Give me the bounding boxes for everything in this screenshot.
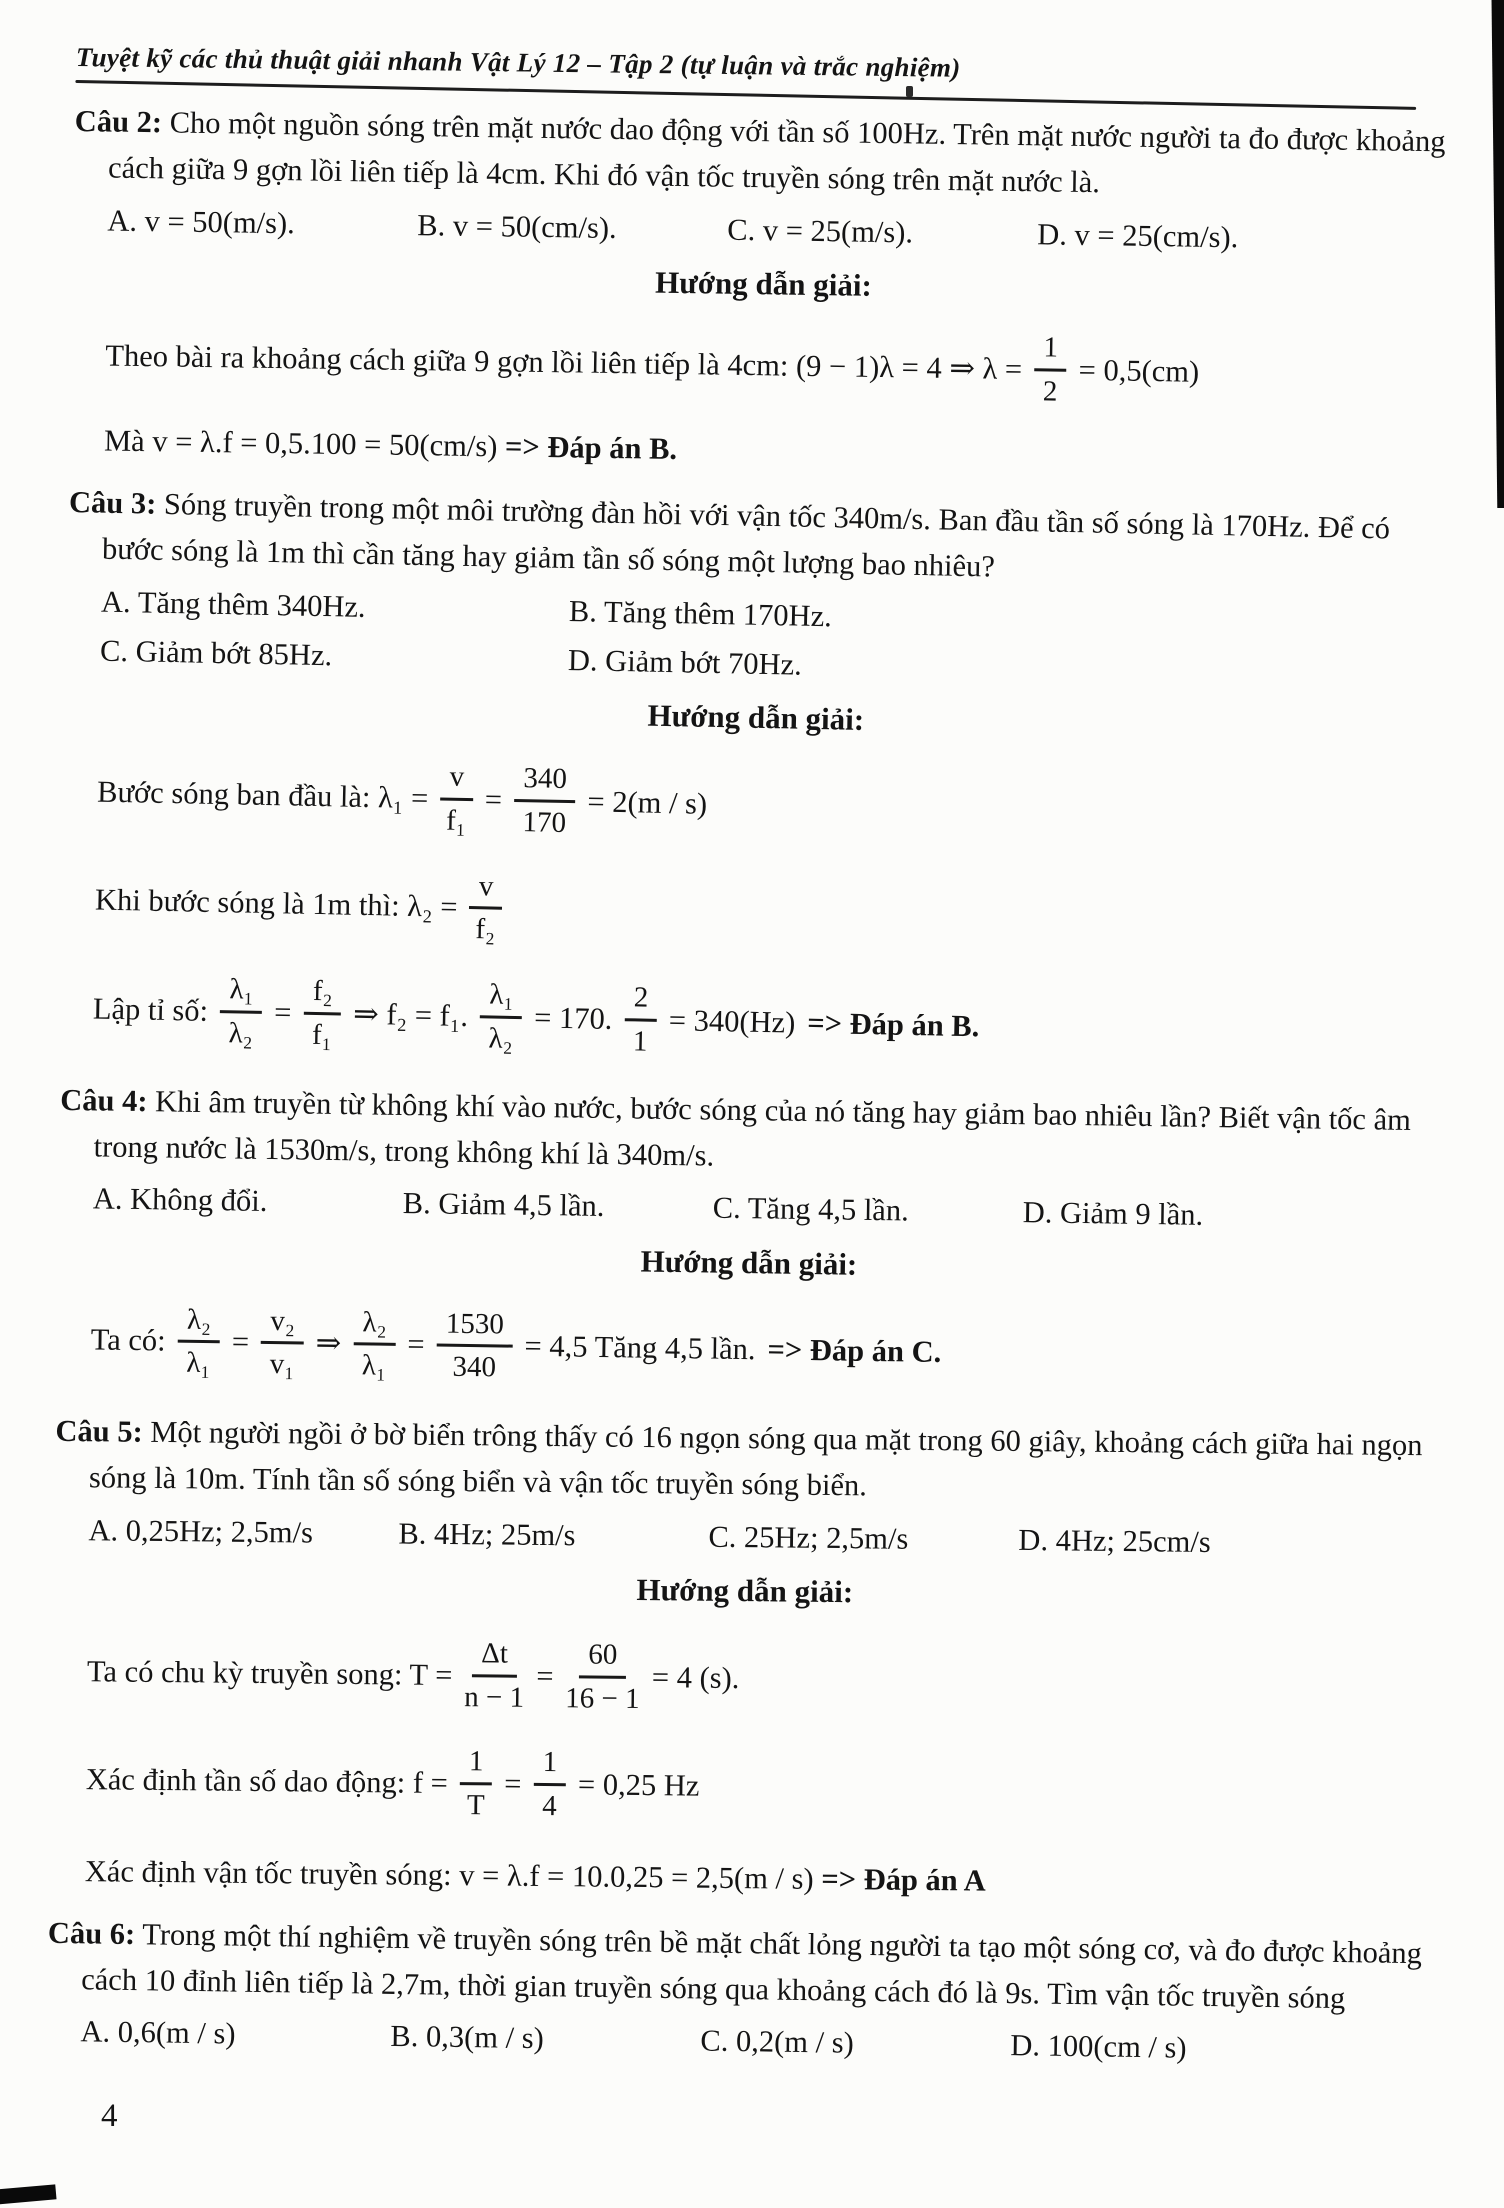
- fraction-numerator: 1: [460, 1745, 493, 1786]
- fraction: [565, 1637, 640, 1716]
- fraction-denominator: λ₁: [361, 1349, 387, 1383]
- solution-text: = 0,25 Hz: [577, 1767, 700, 1804]
- option-b-label: B.: [417, 207, 446, 242]
- solution-text: = 4,5 Tăng 4,5 lần.: [524, 1329, 756, 1367]
- option-d-text: 4Hz; 25cm/s: [1055, 1523, 1211, 1559]
- option-c-text: 25Hz; 2,5m/s: [743, 1519, 909, 1556]
- option-c: [700, 2018, 1011, 2070]
- fraction-numerator: 60: [579, 1637, 626, 1678]
- fraction-denominator: v₁: [269, 1348, 295, 1381]
- option-d-label: D.: [1022, 1195, 1053, 1231]
- option-b-text: v = 50(cm/s).: [452, 208, 617, 245]
- fraction-denominator: n − 1: [464, 1680, 525, 1714]
- guide-heading: Hướng dẫn giải:: [640, 1243, 858, 1282]
- fraction-numerator: f₂: [303, 974, 342, 1016]
- fraction-denominator: λ₂: [228, 1017, 254, 1050]
- question-4: [56, 1078, 1442, 1400]
- option-c-text: Tăng 4,5 lần.: [747, 1191, 909, 1228]
- option-c-text: v = 25(m/s).: [762, 212, 914, 249]
- implies-arrow: ⇒: [315, 1326, 342, 1361]
- question-3: [58, 480, 1451, 1075]
- question-2-solution-line-2: [70, 418, 1453, 484]
- question-2-solution-line-1: [71, 316, 1454, 415]
- question-3-solution-line-1: [62, 752, 1445, 858]
- solution-text: Mà v = λ.f = 0,5.100 = 50(cm/s): [103, 423, 498, 464]
- option-a-text: v = 50(m/s).: [144, 203, 296, 240]
- option-c-label: C.: [727, 212, 756, 247]
- option-b: [402, 1180, 713, 1232]
- fraction: [353, 1305, 396, 1384]
- option-d: [1018, 1517, 1328, 1568]
- option-a: [80, 2009, 391, 2061]
- option-d: [1010, 2023, 1321, 2075]
- option-c-label: C.: [712, 1190, 741, 1226]
- question-6-label: Câu 6:: [47, 1915, 136, 1952]
- answer-label: => Đáp án B.: [806, 1005, 980, 1044]
- option-c-label: C.: [708, 1519, 737, 1554]
- fraction-numerator: λ₂: [178, 1302, 221, 1343]
- question-2-text: [74, 99, 1457, 211]
- option-a-label: A.: [88, 1512, 119, 1548]
- solution-text: ⇒ f₂ = f₁.: [352, 996, 469, 1034]
- question-5-body: Một người ngồi ở bờ biển trông thấy có 16 ngọn sóng qua mặt trong 60 giây, khoảng cách giữa hai ngọn sóng là 10m. Tính tần số sóng biển và vận tốc truyền sóng biển.: [88, 1415, 1423, 1503]
- option-b-text: 4Hz; 25m/s: [433, 1516, 576, 1553]
- option-c: [727, 206, 1038, 258]
- fraction: [469, 869, 503, 948]
- option-a-label: A.: [100, 584, 132, 619]
- option-b-label: B.: [390, 2019, 419, 2054]
- option-a-label: A.: [107, 202, 138, 238]
- fraction-numerator: 1: [1034, 330, 1067, 371]
- answer-label: => Đáp án C.: [767, 1332, 942, 1370]
- equals-sign: =: [273, 995, 292, 1030]
- question-2-label: Câu 2:: [74, 103, 163, 140]
- fraction-numerator: 1530: [437, 1306, 514, 1348]
- solution-text: = 340(Hz): [668, 1003, 796, 1040]
- fraction: [177, 1302, 220, 1381]
- option-d-text: 100(cm / s): [1047, 2029, 1187, 2066]
- option-c: [100, 627, 569, 684]
- fraction: [513, 761, 576, 841]
- page-content: [46, 42, 1458, 2078]
- option-c-text: 0,2(m / s): [735, 2024, 855, 2061]
- solution-text: Khi bước sóng là 1m thì: λ₂ =: [94, 883, 458, 925]
- option-d-text: Giảm 9 lần.: [1059, 1196, 1204, 1233]
- equals-sign: =: [536, 1658, 554, 1693]
- fraction: [464, 1636, 525, 1715]
- option-d: [1037, 211, 1348, 263]
- solution-text: = 4 (s).: [651, 1659, 740, 1695]
- option-d-text: v = 25(cm/s).: [1074, 217, 1239, 254]
- scan-speck: [906, 86, 913, 97]
- fraction: [303, 974, 342, 1053]
- option-d-label: D.: [1037, 216, 1068, 252]
- page-header: [75, 42, 1457, 103]
- question-5-solution-line-1: [53, 1632, 1436, 1725]
- fraction-numerator: v₂: [261, 1304, 304, 1345]
- option-a: [101, 578, 570, 635]
- question-4-solution-line-1: [56, 1301, 1439, 1400]
- option-a-label: A.: [80, 2014, 111, 2050]
- answer-label: => Đáp án B.: [504, 429, 678, 467]
- guide-heading: Hướng dẫn giải:: [654, 264, 873, 303]
- solution-text: Bước sóng ban đầu là: λ₁ =: [96, 774, 429, 816]
- solution-text: Ta có chu kỳ truyền song: T =: [86, 1654, 453, 1692]
- fraction: [439, 760, 473, 839]
- question-2: [70, 99, 1457, 485]
- running-head-title: Tuyệt kỹ các thủ thuật giải nhanh Vật Lý 12 – Tập 2 (tự luận và trắc nghiệm): [75, 42, 961, 83]
- option-d-label: D.: [1010, 2028, 1041, 2064]
- question-3-label: Câu 3:: [68, 485, 157, 521]
- fraction-denominator: 340: [452, 1351, 497, 1384]
- solution-text: Theo bài ra khoảng cách giữa 9 gợn lồi liên tiếp là 4cm: (9 − 1)λ = 4 ⇒ λ =: [105, 338, 1023, 386]
- question-4-body: Khi âm truyền từ không khí vào nước, bước sóng của nó tăng hay giảm bao nhiêu lần? Biết vận tốc âm trong nước là 1530m/s, trong không khí là 340m/s.: [93, 1084, 1412, 1173]
- option-d-text: Giảm bớt 70Hz.: [604, 643, 803, 682]
- fraction: [436, 1306, 513, 1386]
- option-c-label: C.: [99, 633, 129, 669]
- fraction-numerator: 1: [533, 1746, 566, 1787]
- option-a-text: 0,25Hz; 2,5m/s: [125, 1513, 314, 1550]
- question-5-options: [54, 1507, 1328, 1568]
- option-c-label: C.: [700, 2023, 729, 2059]
- option-d-label: D.: [1018, 1522, 1049, 1558]
- question-5-label: Câu 5:: [55, 1414, 143, 1450]
- fraction: [1034, 330, 1068, 409]
- solution-text: Xác định tần số dao động: f =: [85, 1762, 448, 1801]
- option-a: [92, 1176, 403, 1228]
- guide-heading: Hướng dẫn giải:: [636, 1571, 854, 1610]
- fraction-denominator: λ₁: [186, 1347, 211, 1380]
- fraction-denominator: 4: [542, 1790, 557, 1823]
- equals-sign: =: [407, 1327, 425, 1362]
- solution-text: Ta có:: [90, 1322, 166, 1358]
- option-a-text: Tăng thêm 340Hz.: [137, 584, 366, 624]
- option-c-text: Giảm bớt 85Hz.: [135, 634, 333, 673]
- option-b-label: B.: [568, 593, 598, 629]
- option-d: [1022, 1190, 1333, 1242]
- option-b-label: B.: [402, 1186, 432, 1221]
- fraction-denominator: 1: [632, 1025, 648, 1058]
- fraction-denominator: T: [466, 1789, 485, 1822]
- question-6-text: [47, 1911, 1430, 2023]
- solution-text: = 0,5(cm): [1078, 352, 1200, 389]
- question-5: [51, 1409, 1438, 1909]
- equals-sign: =: [231, 1324, 250, 1360]
- question-6-body: Trong một thí nghiệm về truyền sóng trên bề mặt chất lỏng người ta tạo một sóng cơ, và đo được khoảng cách 10 đỉnh liên tiếp là 2,7m, thời gian truyền sóng qua khoảng cách đó là 9s. Tìm vận tốc truyền sóng: [81, 1917, 1423, 2015]
- option-c: [712, 1185, 1023, 1237]
- fraction: [479, 978, 523, 1057]
- fraction-numerator: 2: [624, 981, 657, 1022]
- fraction-numerator: Δt: [472, 1636, 517, 1677]
- question-5-text: [55, 1409, 1438, 1515]
- fraction-numerator: λ₁: [480, 978, 523, 1020]
- fraction-numerator: λ₂: [353, 1305, 396, 1346]
- question-3-solution-line-2: [60, 861, 1443, 967]
- answer-label: => Đáp án A: [821, 1862, 986, 1898]
- question-5-solution-line-3: [51, 1849, 1433, 1909]
- fraction-numerator: λ₁: [220, 972, 263, 1014]
- scan-artifact-bottom-left: [0, 2184, 57, 2204]
- fraction-denominator: λ₂: [488, 1022, 514, 1056]
- option-d-label: D.: [567, 642, 598, 678]
- solution-text: = 170.: [533, 1000, 613, 1037]
- fraction-denominator: f₁: [445, 804, 467, 837]
- question-3-body: Sóng truyền trong một môi trường đàn hồi với vận tốc 340m/s. Ban đầu tần số sóng là 170Hz. Để có bước sóng là 1m thì cần tăng hay giảm tần số sóng một lượng bao nhiêu?: [101, 486, 1391, 584]
- fraction: [459, 1745, 492, 1824]
- option-a-label: A.: [92, 1181, 123, 1217]
- option-a-text: Không đổi.: [129, 1182, 268, 1219]
- option-c: [708, 1513, 1018, 1564]
- guide-heading: Hướng dẫn giải:: [647, 697, 865, 738]
- question-5-solution-line-2: [51, 1740, 1434, 1833]
- fraction: [219, 972, 263, 1051]
- fraction-numerator: v: [440, 760, 473, 801]
- fraction-denominator: 170: [522, 806, 567, 839]
- fraction-denominator: f₂: [475, 913, 496, 947]
- fraction-denominator: f₁: [311, 1019, 333, 1052]
- option-a-text: 0,6(m / s): [117, 2015, 236, 2052]
- fraction-denominator: 16 − 1: [565, 1682, 640, 1715]
- solution-text: Lập tỉ số:: [92, 991, 209, 1028]
- page-number: 4: [101, 2098, 118, 2134]
- question-4-text: [59, 1078, 1442, 1190]
- option-a: [107, 197, 418, 249]
- fraction-numerator: 340: [514, 761, 576, 803]
- solution-text: = 2(m / s): [587, 784, 708, 821]
- option-a: [88, 1507, 398, 1558]
- option-b-text: Giảm 4,5 lần.: [438, 1186, 605, 1224]
- equals-sign: =: [484, 782, 503, 817]
- fraction: [533, 1746, 566, 1825]
- option-b: [417, 202, 728, 254]
- option-b: [390, 2013, 701, 2065]
- scan-artifact-right-edge: [1488, 0, 1504, 508]
- option-b-label: B.: [398, 1516, 427, 1551]
- fraction-numerator: v: [469, 869, 502, 910]
- question-4-label: Câu 4:: [60, 1082, 148, 1119]
- fraction: [624, 981, 658, 1060]
- equals-sign: =: [504, 1767, 522, 1802]
- option-b-text: 0,3(m / s): [425, 2019, 545, 2056]
- fraction-denominator: 2: [1042, 374, 1058, 408]
- option-b-text: Tăng thêm 170Hz.: [603, 594, 833, 633]
- question-2-body: Cho một nguồn sóng trên mặt nước dao động với tần số 100Hz. Trên mặt nước người ta đo được khoảng cách giữa 9 gợn lồi liên tiếp là 4cm. Khi đó vận tốc truyền sóng trên mặt nước là.: [107, 105, 1446, 199]
- question-3-solution-line-3: [58, 969, 1441, 1075]
- option-b: [398, 1510, 708, 1561]
- solution-text: Xác định vận tốc truyền sóng: v = λ.f = 10.0,25 = 2,5(m / s): [84, 1854, 814, 1897]
- question-6: [46, 1911, 1430, 2076]
- fraction: [260, 1304, 304, 1383]
